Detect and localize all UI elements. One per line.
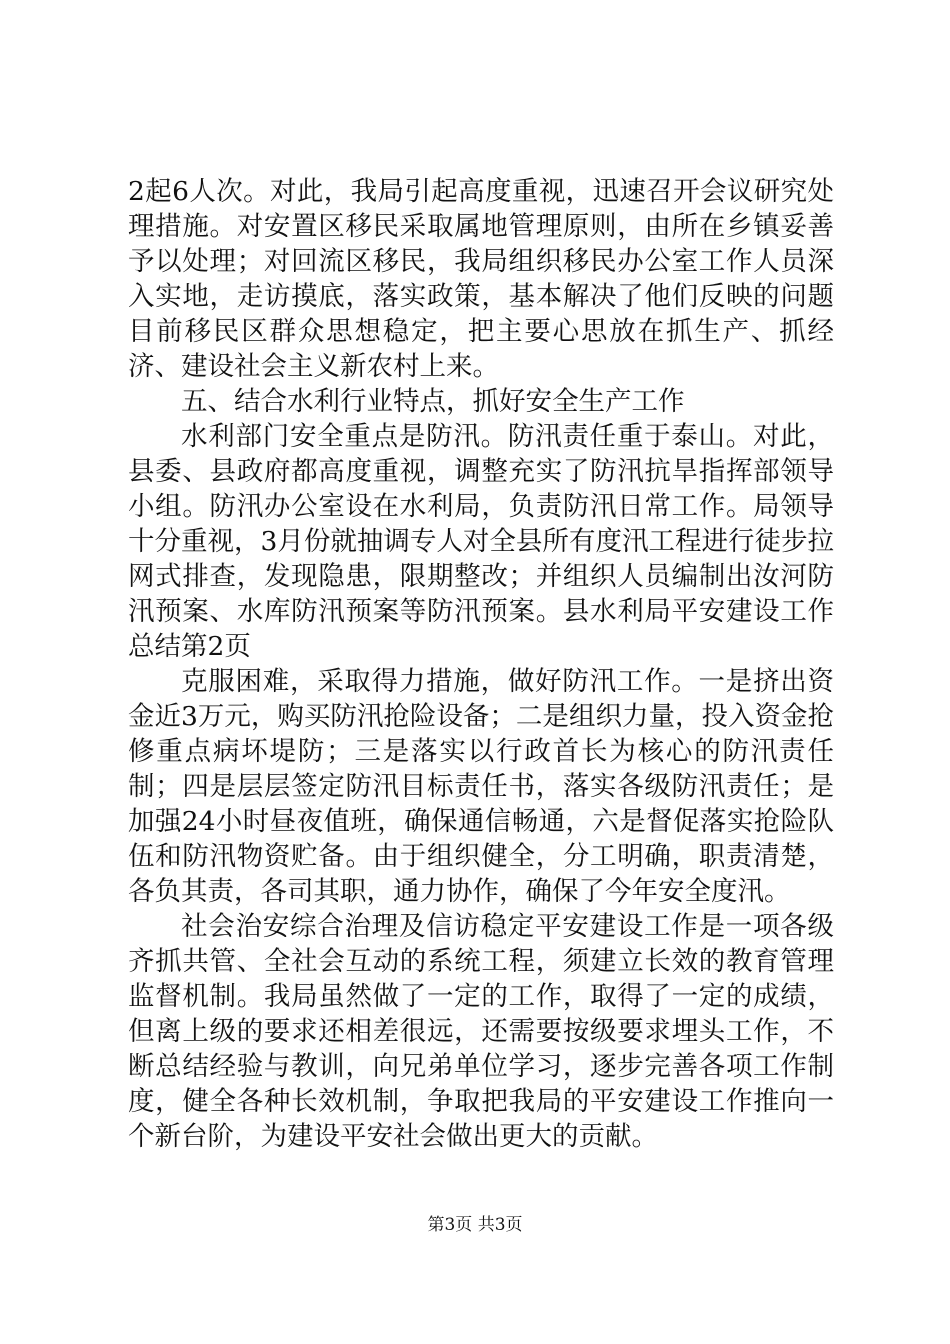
paragraph-3: 水利部门安全重点是防汛。防汛责任重于泰山。对此，县委、县政府都高度重视，调整充实了防汛抗旱指挥部领导小组。防汛办公室设在水利局，负责防汛日常工作。局领导十分重视，3月份就抽调专人对全县所有度汛工程进行徒步拉网式排查，发现隐患，限期整改；并组织人员编制出汝河防汛预案、水库防汛预案等防汛预案。县水利局平安建设工作总结第2页 bbox=[128, 421, 834, 662]
page-footer: 第3页 共3页 bbox=[427, 1215, 523, 1235]
paragraph-5: 社会治安综合治理及信访稳定平安建设工作是一项各级齐抓共管、全社会互动的系统工程，须建立长效的教育管理监督机制。我局虽然做了一定的工作，取得了一定的成绩，但离上级的要求还相差很远，还需要按级要求埋头工作，不断总结经验与教训，向兄弟单位学习，逐步完善各项工作制度，健全各种长效机制，争取把我局的平安建设工作推向一个新台阶，为建设平安社会做出更大的贡献。 bbox=[128, 911, 834, 1152]
paragraph-4: 克服困难，采取得力措施，做好防汛工作。一是挤出资金近3万元，购买防汛抢险设备；二是组织力量，投入资金抢修重点病坏堤防；三是落实以行政首长为核心的防汛责任制；四是层层签定防汛目标责任书，落实各级防汛责任；是加强24小时昼夜值班，确保通信畅通，六是督促落实抢险队伍和防汛物资贮备。由于组织健全，分工明确，职责清楚，各负其责，各司其职，通力协作，确保了今年安全度汛。 bbox=[128, 666, 834, 907]
paragraph-1: 2起6人次。对此，我局引起高度重视，迅速召开会议研究处理措施。对安置区移民采取属地管理原则，由所在乡镇妥善予以处理；对回流区移民，我局组织移民办公室工作人员深入实地，走访摸底，落实政策，基本解决了他们反映的问题目前移民区群众思想稳定，把主要心思放在抓生产、抓经济、建设社会主义新农村上来。 bbox=[128, 176, 834, 382]
section-heading-5: 五、结合水利行业特点，抓好安全生产工作 bbox=[181, 386, 685, 417]
document-body bbox=[128, 174, 834, 1154]
